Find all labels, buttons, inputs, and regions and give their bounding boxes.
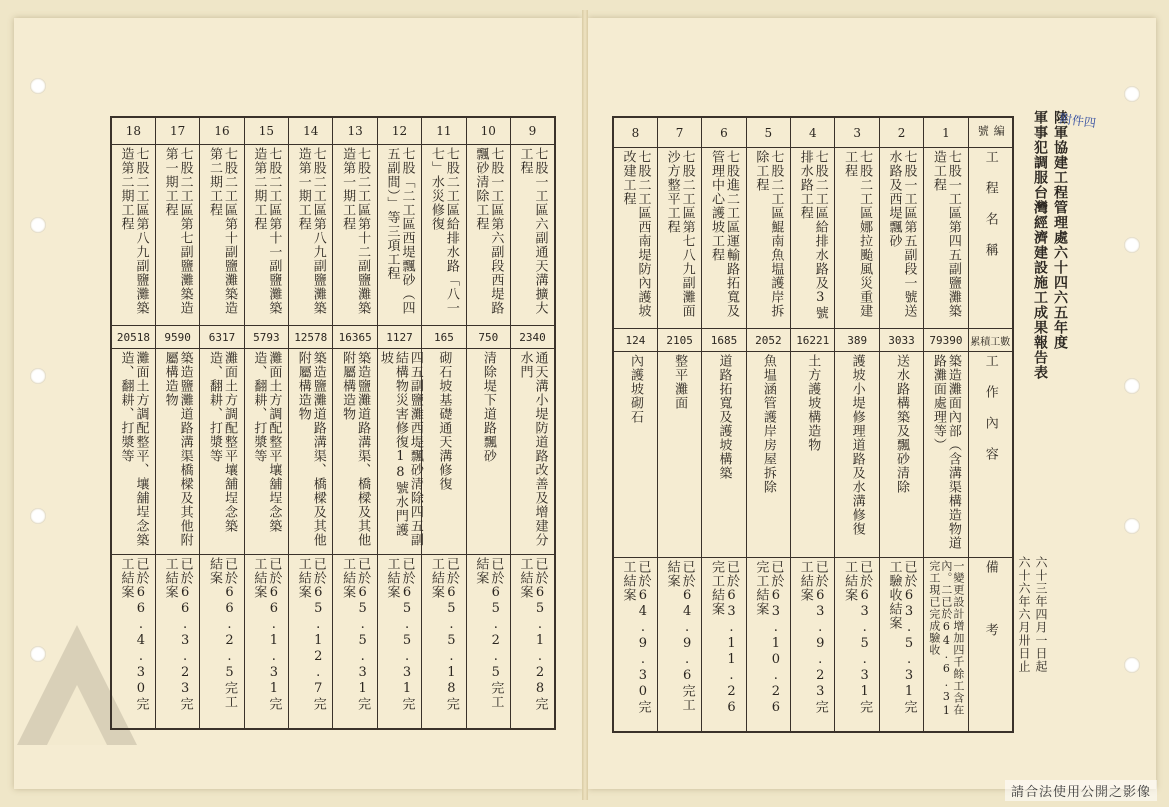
- work-content: 護坡小堤修理道路及水溝修復: [849, 354, 865, 536]
- row-number: 4: [791, 117, 835, 148]
- usage-notice: 請合法使用公開之影像: [1005, 780, 1157, 801]
- reporting-period: [1016, 556, 1050, 673]
- work-count: 16365: [333, 326, 377, 349]
- row-number: 16: [200, 117, 244, 145]
- work-content: 砌石坡基礎通天溝修復: [436, 351, 452, 491]
- work-count: 750: [466, 326, 510, 349]
- work-content: 清除堤下道路飄砂: [480, 351, 496, 463]
- work-content: 土方護坡構造物: [805, 354, 821, 452]
- work-count: 12578: [289, 326, 333, 349]
- remark: 已於64.9.6完工結案: [664, 560, 695, 712]
- left-name-row: [111, 145, 555, 326]
- work-count: 389: [835, 329, 879, 352]
- row-number: 11: [422, 117, 466, 145]
- binder-hole: [30, 368, 46, 384]
- remark: 已於66.1.31完工結案: [251, 557, 282, 711]
- project-name: 七股「二工區西堤飄砂（四五副間）」等三項工程: [384, 147, 415, 315]
- period-end: 六十六年六月卅日止: [1017, 556, 1031, 673]
- remark: 已於66.2.5完工結案: [206, 557, 237, 709]
- left-results-table: [110, 116, 556, 730]
- remark: 已於63.10.26完工結案: [753, 560, 784, 716]
- work-content: 通天溝小堤防道路改善及增建分水門: [517, 351, 548, 547]
- binder-hole: [1124, 237, 1140, 253]
- title-line-2: 軍事犯調服台灣經濟建設施工成果報告表: [1032, 110, 1048, 380]
- row-number: 13: [333, 117, 377, 145]
- right-name-row: [613, 148, 1013, 329]
- left-work-row: [111, 349, 555, 555]
- remark: 已於65.12.7完工結案: [295, 557, 326, 711]
- work-content: 築造鹽灘道路溝渠、橋樑及其他附屬構造物: [295, 351, 326, 547]
- title-line-1: 陸軍協建工程管理處六十四六五年度: [1052, 110, 1068, 350]
- work-count: 16221: [791, 329, 835, 352]
- remark: 已於63.9.23完工結案: [797, 560, 828, 714]
- work-count: 1685: [702, 329, 746, 352]
- binder-hole: [30, 217, 46, 233]
- binder-hole: [1124, 86, 1140, 102]
- project-name: 七股二工區西南堤防內護坡改建工程: [620, 150, 651, 318]
- work-count: 9590: [155, 326, 199, 349]
- right-number-row: [613, 117, 1013, 148]
- work-content: 內護坡砌石: [627, 354, 643, 424]
- binder-hole: [1124, 518, 1140, 534]
- row-number: 9: [511, 117, 555, 145]
- work-content: 整平灘面: [672, 354, 688, 410]
- header-project-name: 工程名稱: [982, 150, 998, 274]
- row-number: 1: [924, 117, 968, 148]
- remark: 已於64.9.30完工結案: [620, 560, 651, 714]
- work-content: 灘面土方調配整平壤舖埕念築造、翻耕、打漿等: [206, 351, 237, 533]
- work-count: 2105: [657, 329, 701, 352]
- header-work-content: 工作內容: [982, 354, 998, 478]
- row-number: 15: [244, 117, 288, 145]
- work-count: 2340: [511, 326, 555, 349]
- right-note-row: [613, 558, 1013, 733]
- work-content: 四五副鹽灘西堤飄砂清除四五副結構物災害修復18號水門護坡: [377, 351, 423, 547]
- left-qty-row: [111, 326, 555, 349]
- row-number: 17: [155, 117, 199, 145]
- work-content: 送水路構築及飄砂清除: [894, 354, 910, 494]
- project-name: 七股一工區第六副段西堤路飄砂清除工程: [473, 147, 504, 315]
- right-work-row: [613, 352, 1013, 558]
- row-number: 10: [466, 117, 510, 145]
- project-name: 七股二工區給排水路及3號排水路工程: [797, 150, 828, 320]
- remark: 一變更設計增加四千餘工含在內。二已於64.6.31完工現已完成驗收: [927, 560, 965, 718]
- remark: 已於63.5.31完工結案: [842, 560, 873, 714]
- remark: 已於65.1.28完工結案: [517, 557, 548, 711]
- work-content: 築造鹽灘道路溝渠橋樑及其他附屬構造物: [162, 351, 193, 547]
- row-number: 5: [746, 117, 790, 148]
- project-name: 七股二工區娜拉颱風災重建工程: [842, 150, 873, 318]
- project-name: 七股進二工區運輸路拓寬及管理中心護坡工程: [708, 150, 739, 318]
- remark: 已於63.11.26完工結案: [708, 560, 739, 716]
- project-name: 七股一工區第五副段一號送水路及西堤飄砂: [886, 150, 917, 318]
- project-name: 七股二工區第十副鹽灘築造第二期工程: [206, 147, 237, 315]
- row-number: 18: [111, 117, 155, 145]
- project-name: 七股一工區六副通天溝擴大工程: [517, 147, 548, 315]
- header-number: 編號: [976, 125, 1006, 137]
- left-note-row: [111, 555, 555, 730]
- project-name: 七股二工區第七八九副灘面沙方整平工程: [664, 150, 695, 318]
- remark: 已於66.4.30完工結案: [118, 557, 149, 711]
- right-results-table: [612, 116, 1014, 733]
- work-count: 3033: [879, 329, 923, 352]
- remark: 已於66.3.23完工結案: [162, 557, 193, 711]
- work-content: 築造鹽灘道路溝渠、橋樑及其他附屬構造物: [340, 351, 371, 547]
- right-qty-row: [613, 329, 1013, 352]
- left-number-row: [111, 117, 555, 145]
- work-count: 79390: [924, 329, 968, 352]
- remark: 已於65.5.31完工結案: [340, 557, 371, 711]
- work-content: 道路拓寬及護坡構築: [716, 354, 732, 480]
- project-name: 七股一工區第四五副鹽灘築造工程: [930, 150, 961, 318]
- page-fold: [582, 10, 588, 800]
- row-number: 8: [613, 117, 657, 148]
- remark: 已於65.5.18完工結案: [428, 557, 459, 711]
- project-name: 七股二工區鯤南魚塭護岸拆除工程: [753, 150, 784, 318]
- work-count: 124: [613, 329, 657, 352]
- binder-hole: [1124, 378, 1140, 394]
- work-content: 灘面土方調配整平壤舖埕念築造、翻耕、打漿等: [251, 351, 282, 533]
- row-number: 2: [879, 117, 923, 148]
- header-remark: 備考: [982, 560, 998, 686]
- row-number: 3: [835, 117, 879, 148]
- work-count: 6317: [200, 326, 244, 349]
- project-name: 七股二工區第十二副鹽灘築造第一期工程: [340, 147, 371, 315]
- work-count: 5793: [244, 326, 288, 349]
- binder-hole: [1124, 657, 1140, 673]
- row-number: 7: [657, 117, 701, 148]
- project-name: 七股二工區第八九副鹽灘築造第一期工程: [295, 147, 326, 315]
- remark: 已於63.5.31完工驗收結案: [886, 560, 917, 714]
- work-content: 魚塭涵管護岸房屋拆除: [760, 354, 776, 494]
- remark: 已於65.2.5完工結案: [473, 557, 504, 709]
- work-content: 築造灘面內部（含溝渠構造物道路灘面處理等）: [930, 354, 961, 550]
- work-content: 灘面土方調配整平、壤舖埕念築造、翻耕、打漿等: [118, 351, 149, 547]
- row-number: 6: [702, 117, 746, 148]
- binder-hole: [30, 78, 46, 94]
- work-count: 2052: [746, 329, 790, 352]
- row-number: 14: [289, 117, 333, 145]
- project-name: 七股二工區第十一副鹽灘築造第二期工程: [251, 147, 282, 315]
- period-start: 六十三年四月一日起: [1034, 556, 1048, 673]
- project-name: 七股二工區第八九副鹽灘築造第二期工程: [118, 147, 149, 315]
- handwritten-annotation: 附件四: [1059, 111, 1097, 131]
- work-count: 20518: [111, 326, 155, 349]
- project-name: 七股二工區第七副鹽灘築造第一期工程: [162, 147, 193, 315]
- work-count: 1127: [377, 326, 421, 349]
- work-count: 165: [422, 326, 466, 349]
- row-number: 12: [377, 117, 421, 145]
- project-name: 七股二工區給排水路「八一七」水災修復: [428, 147, 459, 315]
- remark: 已於65.5.31完工結案: [384, 557, 415, 711]
- binder-hole: [30, 508, 46, 524]
- header-work-count: 累積工數: [968, 329, 1013, 352]
